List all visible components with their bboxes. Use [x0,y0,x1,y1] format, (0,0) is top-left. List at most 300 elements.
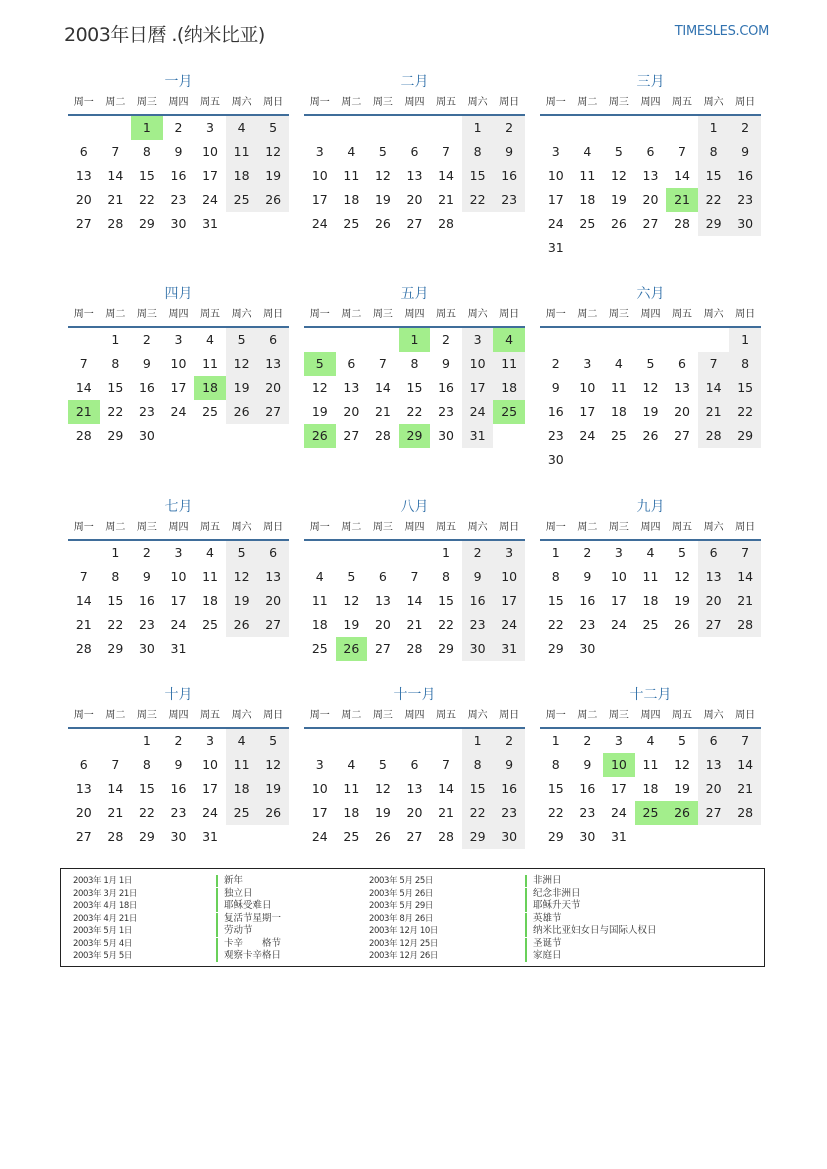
weekday-label: 周一 [73,97,94,108]
empty-cell [336,541,368,565]
day-cell: 8 [442,569,450,584]
holiday-day-cell: 29 [399,424,431,448]
day-cell: 25 [343,829,360,844]
day-cell: 19 [674,593,690,608]
day-cell: 31 [547,240,564,255]
weekday-label: 周五 [672,710,693,721]
day-cell: 10 [170,569,187,584]
day-cell: 30 [170,216,187,231]
weekday-label: 周三 [608,710,629,721]
day-cell: 29 [547,641,564,656]
holiday-day-cell: 26 [336,637,368,661]
day-cell: 20 [698,777,730,801]
day-cell: 22 [406,404,423,419]
day-cell: 3 [462,328,494,352]
day-cell: 17 [202,168,218,183]
empty-cell [304,729,336,753]
day-cell: 21 [406,617,423,632]
empty-cell [304,541,336,565]
weekday-header [304,705,525,729]
day-cell: 18 [343,805,360,820]
day-cell: 18 [311,617,328,632]
day-cell: 4 [226,729,258,753]
day-cell: 19 [642,404,659,419]
day-cell: 27 [642,216,659,231]
day-cell: 24 [202,192,218,207]
day-cell: 9 [462,565,494,589]
legend-holiday-name: 劳动节 [216,925,253,937]
day-cell: 21 [438,192,454,207]
day-cell: 21 [729,589,761,613]
weekday-header [304,304,525,328]
day-cell: 27 [257,400,289,424]
legend-holiday-name: 耶稣受难日 [216,900,272,912]
weekday-header [304,92,525,116]
day-cell: 5 [226,541,258,565]
day-cell: 26 [642,428,659,443]
weekday-label: 周日 [499,522,520,533]
day-cell: 4 [315,569,324,584]
day-cell: 22 [438,617,454,632]
day-cell: 27 [406,829,423,844]
day-cell: 14 [698,376,730,400]
legend-date: 2003年 1月 1日 [73,876,132,886]
day-cell: 11 [642,569,659,584]
brand-link[interactable]: TIMESLES.COM [674,24,769,39]
empty-cell [399,541,431,565]
day-cell: 19 [374,805,391,820]
empty-cell [430,116,462,140]
holiday-day-cell: 26 [666,801,698,825]
day-cell: 1 [462,116,494,140]
day-cell: 18 [202,593,218,608]
weekday-label: 周五 [200,710,221,721]
day-cell: 25 [610,428,627,443]
day-grid [304,729,525,849]
day-cell: 4 [347,144,356,159]
holiday-day-cell: 25 [493,400,525,424]
day-cell: 16 [579,781,596,796]
month-name: 四月 [164,286,193,302]
month-block [304,72,525,236]
day-cell: 27 [75,216,92,231]
empty-cell [68,729,100,753]
day-cell: 14 [374,380,391,395]
weekday-label: 周六 [467,97,488,108]
day-cell: 10 [462,352,494,376]
day-cell: 1 [142,733,151,748]
weekday-label: 周日 [499,97,520,108]
empty-cell [666,116,698,140]
day-cell: 25 [226,801,258,825]
weekday-label: 周日 [735,710,756,721]
day-cell: 23 [138,617,155,632]
day-cell: 8 [410,356,419,371]
day-cell: 18 [610,404,627,419]
day-cell: 11 [202,356,218,371]
day-cell: 15 [698,164,730,188]
weekday-label: 周四 [168,97,189,108]
weekday-label: 周三 [372,309,393,320]
day-cell: 17 [170,380,187,395]
day-cell: 31 [493,637,525,661]
day-cell: 30 [579,641,596,656]
day-cell: 16 [138,593,155,608]
empty-cell [336,328,368,352]
day-cell: 9 [442,356,450,371]
day-cell: 28 [698,424,730,448]
day-cell: 23 [579,617,596,632]
day-cell: 13 [75,781,92,796]
day-cell: 22 [138,192,155,207]
day-cell: 5 [226,328,258,352]
weekday-label: 周一 [73,309,94,320]
day-cell: 24 [547,216,564,231]
day-cell: 21 [729,777,761,801]
day-cell: 24 [202,805,218,820]
day-cell: 25 [579,216,596,231]
holiday-day-cell: 1 [399,328,431,352]
day-cell: 23 [729,188,761,212]
day-cell: 14 [729,565,761,589]
month-block [68,72,289,236]
day-cell: 12 [674,757,690,772]
day-cell: 2 [583,545,592,560]
day-cell: 6 [410,757,419,772]
day-cell: 12 [311,380,328,395]
day-cell: 3 [174,332,183,347]
month-block [540,497,761,661]
day-cell: 5 [678,545,686,560]
month-block [68,284,289,448]
day-cell: 22 [729,400,761,424]
day-cell: 2 [551,356,560,371]
legend-holiday-name: 耶稣升天节 [525,900,581,912]
weekday-label: 周五 [672,97,693,108]
day-cell: 3 [614,545,623,560]
legend-date: 2003年 3月 21日 [73,888,137,899]
day-cell: 12 [642,380,659,395]
day-cell: 22 [547,805,564,820]
weekday-label: 周四 [404,97,425,108]
weekday-label: 周四 [640,97,661,108]
month-block [304,284,525,448]
day-cell: 22 [462,188,494,212]
day-cell: 16 [729,164,761,188]
legend-holiday-name: 新年 [216,875,243,887]
weekday-label: 周二 [105,710,126,721]
day-grid [540,328,761,472]
day-cell: 30 [138,641,155,656]
day-grid [540,541,761,661]
day-cell: 13 [698,753,730,777]
day-cell: 22 [107,404,124,419]
day-cell: 20 [75,192,92,207]
weekday-label: 周二 [105,309,126,320]
day-cell: 18 [343,192,360,207]
day-cell: 26 [374,216,391,231]
day-cell: 10 [202,144,218,159]
day-cell: 28 [75,428,92,443]
day-cell: 6 [257,541,289,565]
weekday-label: 周一 [309,710,330,721]
day-cell: 11 [226,753,258,777]
holiday-day-cell: 10 [603,753,635,777]
day-cell: 27 [698,801,730,825]
weekday-label: 周三 [136,309,157,320]
legend-holiday-name: 非洲日 [525,875,562,887]
day-cell: 18 [579,192,596,207]
day-cell: 10 [610,569,627,584]
day-cell: 11 [579,168,596,183]
day-cell: 29 [138,216,155,231]
day-cell: 30 [170,829,187,844]
day-cell: 8 [698,140,730,164]
day-cell: 28 [75,641,92,656]
day-cell: 24 [311,216,328,231]
day-cell: 16 [170,781,187,796]
day-cell: 2 [142,332,151,347]
day-cell: 30 [462,637,494,661]
empty-cell [367,729,399,753]
day-cell: 6 [698,541,730,565]
weekday-header [68,92,289,116]
day-cell: 16 [462,589,494,613]
weekday-label: 周四 [168,710,189,721]
month-name: 十一月 [393,687,436,703]
weekday-label: 周日 [499,710,520,721]
day-cell: 15 [138,781,155,796]
weekday-label: 周三 [608,522,629,533]
day-grid [68,729,289,849]
legend-holiday-name: 圣诞节 [525,938,562,950]
day-cell: 22 [698,188,730,212]
day-cell: 31 [610,829,627,844]
day-cell: 19 [226,589,258,613]
day-cell: 3 [583,356,592,371]
empty-cell [304,116,336,140]
day-cell: 17 [493,589,525,613]
weekday-label: 周一 [309,97,330,108]
day-cell: 26 [257,801,289,825]
weekday-label: 周日 [263,710,284,721]
legend-date: 2003年 5月 25日 [369,876,433,886]
holiday-day-cell: 21 [666,188,698,212]
empty-cell [399,116,431,140]
day-cell: 25 [343,216,360,231]
legend-holiday-name: 观察卡辛格日 [216,950,281,962]
day-cell: 12 [257,140,289,164]
weekday-label: 周六 [467,309,488,320]
day-cell: 30 [438,428,454,443]
day-grid [68,328,289,448]
day-grid [68,541,289,661]
day-cell: 11 [226,140,258,164]
weekday-label: 周六 [231,522,252,533]
weekday-label: 周六 [467,710,488,721]
day-cell: 26 [257,188,289,212]
weekday-label: 周二 [577,522,598,533]
weekday-label: 周四 [404,522,425,533]
month-name: 八月 [400,499,429,515]
day-cell: 3 [551,144,560,159]
day-cell: 21 [107,192,124,207]
legend-date: 2003年 12月 25日 [369,938,438,949]
day-cell: 3 [493,541,525,565]
day-grid [68,116,289,236]
day-cell: 12 [374,781,391,796]
weekday-label: 周二 [105,522,126,533]
day-cell: 9 [583,569,592,584]
day-cell: 20 [257,376,289,400]
month-name: 三月 [636,74,665,90]
day-cell: 9 [493,753,525,777]
day-cell: 9 [174,144,183,159]
day-cell: 5 [257,116,289,140]
day-cell: 19 [610,192,627,207]
day-cell: 7 [378,356,387,371]
day-cell: 29 [107,641,124,656]
month-name: 九月 [636,499,665,515]
day-cell: 28 [107,216,124,231]
weekday-label: 周四 [168,309,189,320]
day-cell: 19 [311,404,328,419]
empty-cell [100,116,132,140]
weekday-label: 周四 [640,522,661,533]
day-cell: 15 [462,777,494,801]
day-cell: 14 [107,168,124,183]
day-cell: 17 [579,404,596,419]
weekday-header [68,304,289,328]
weekday-label: 周一 [545,710,566,721]
day-cell: 2 [583,733,592,748]
weekday-label: 周二 [577,710,598,721]
day-cell: 8 [142,757,151,772]
day-cell: 8 [142,144,151,159]
day-cell: 7 [442,144,450,159]
day-cell: 14 [75,380,92,395]
day-cell: 2 [729,116,761,140]
day-cell: 15 [547,593,564,608]
legend-date: 2003年 5月 5日 [73,951,132,961]
weekday-label: 周三 [608,97,629,108]
weekday-header [68,517,289,541]
day-cell: 20 [698,589,730,613]
day-grid [540,729,761,849]
day-cell: 5 [646,356,655,371]
weekday-label: 周二 [577,309,598,320]
day-cell: 18 [226,777,258,801]
day-cell: 25 [311,641,328,656]
day-cell: 27 [674,428,690,443]
day-cell: 10 [311,168,328,183]
empty-cell [367,541,399,565]
day-cell: 15 [462,164,494,188]
day-cell: 21 [438,805,454,820]
day-cell: 4 [583,144,592,159]
day-cell: 2 [442,332,450,347]
weekday-label: 周五 [200,522,221,533]
weekday-label: 周日 [499,309,520,320]
weekday-header [540,304,761,328]
day-cell: 30 [729,212,761,236]
day-cell: 20 [374,617,391,632]
empty-cell [666,328,698,352]
legend-holiday-name: 纪念非洲日 [525,888,581,900]
day-cell: 15 [107,380,124,395]
day-cell: 10 [170,356,187,371]
weekday-label: 周日 [263,522,284,533]
day-cell: 25 [642,617,659,632]
weekday-label: 周三 [372,97,393,108]
legend-date: 2003年 12月 26日 [369,951,438,961]
day-cell: 9 [142,569,151,584]
day-cell: 6 [347,356,356,371]
month-name: 十二月 [629,687,672,703]
day-cell: 11 [610,380,627,395]
weekday-label: 周三 [136,97,157,108]
legend-holiday-name: 卡辛 格节 [216,938,281,950]
day-cell: 31 [202,216,218,231]
weekday-label: 周二 [341,309,362,320]
empty-cell [68,541,100,565]
day-cell: 7 [410,569,419,584]
day-cell: 26 [674,617,690,632]
legend-holiday-name: 纳米比亚妇女日与国际人权日 [525,925,657,937]
day-cell: 9 [729,140,761,164]
month-block [540,284,761,472]
day-cell: 21 [107,805,124,820]
day-cell: 1 [442,545,450,560]
day-cell: 16 [138,380,155,395]
weekday-label: 周日 [735,97,756,108]
weekday-label: 周六 [231,710,252,721]
day-cell: 5 [678,733,686,748]
day-cell: 13 [343,380,360,395]
day-cell: 20 [257,589,289,613]
weekday-label: 周六 [467,522,488,533]
month-block [304,685,525,849]
day-cell: 27 [374,641,391,656]
day-cell: 4 [347,757,356,772]
day-cell: 8 [462,140,494,164]
day-cell: 3 [315,144,324,159]
weekday-label: 周二 [341,522,362,533]
day-cell: 14 [438,168,454,183]
day-cell: 31 [462,424,494,448]
day-cell: 24 [493,613,525,637]
day-grid [540,116,761,260]
day-cell: 11 [642,757,659,772]
day-cell: 20 [406,192,423,207]
day-cell: 29 [698,212,730,236]
weekday-header [540,517,761,541]
day-cell: 7 [442,757,450,772]
empty-cell [603,328,635,352]
day-cell: 27 [343,428,360,443]
weekday-label: 周四 [640,309,661,320]
holiday-day-cell: 5 [304,352,336,376]
day-cell: 1 [462,729,494,753]
day-cell: 23 [547,428,564,443]
day-cell: 8 [111,569,120,584]
day-cell: 17 [311,805,328,820]
empty-cell [399,729,431,753]
day-cell: 13 [257,565,289,589]
weekday-label: 周五 [436,710,457,721]
day-cell: 12 [226,565,258,589]
day-cell: 24 [170,617,187,632]
